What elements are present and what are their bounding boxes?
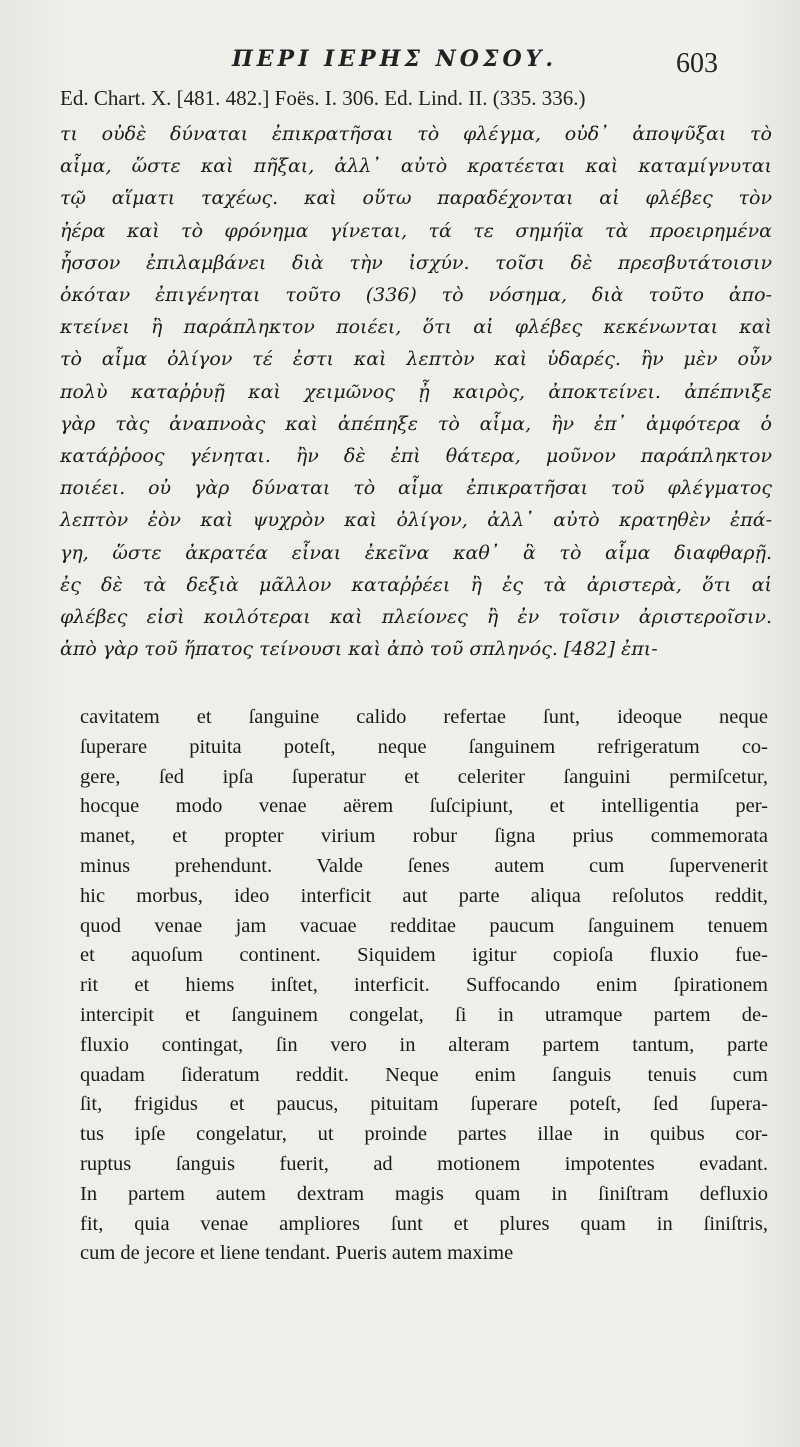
- greek-text-line: ἧσσον ἐπιλαμβάνει διὰ τὴν ἰσχύν. τοῖσι δὲ πρεσβυτάτοισιν: [60, 251, 772, 274]
- greek-text-line: ἠέρα καὶ τὸ φρόνημα γίνεται, τά τε σημήϊα τὰ προειρημένα: [60, 219, 772, 242]
- latin-text-line: ſit, frigidus et paucus, pituitam ſuperare poteſt, ſed ſupera-: [80, 1093, 768, 1116]
- latin-text-line: tus ipſe congelatur, ut proinde partes illae in quibus cor-: [80, 1123, 768, 1146]
- greek-text-line: τὸ αἷμα ὀλίγον τέ ἐστι καὶ λεπτὸν καὶ ὑδαρές. ἢν μὲν οὖν: [60, 348, 772, 371]
- latin-text-line: cum de jecore et liene tendant. Pueris autem maxime: [80, 1242, 514, 1265]
- greek-text-line: ποιέει. οὐ γὰρ δύναται τὸ αἷμα ἐπικρατῆσαι τοῦ φλέγματος: [60, 477, 772, 500]
- greek-text-line: φλέβες εἰσὶ κοιλότεραι καὶ πλείονες ἢ ἐν τοῖσιν ἀριστεροῖσιν.: [60, 606, 772, 629]
- latin-text-line: In partem autem dextram magis quam in ſiniſtram defluxio: [80, 1182, 768, 1205]
- latin-text-line: intercipit et ſanguinem congelat, ſi in utramque partem de-: [80, 1003, 768, 1026]
- greek-text-line: ὁκόταν ἐπιγένηται τοῦτο (336) τὸ νόσημα, διὰ τοῦτο ἀπο-: [60, 284, 772, 307]
- latin-text-line: cavitatem et ſanguine calido refertae ſunt, ideoque neque: [80, 706, 768, 728]
- latin-text-line: manet, et propter virium robur ſigna prius commemorata: [80, 825, 768, 848]
- latin-text-line: fit, quia venae ampliores ſunt et plures quam in ſiniſtris,: [80, 1212, 768, 1235]
- greek-text-line: γὰρ τὰς ἀναπνοὰς καὶ ἀπέπηξε τὸ αἷμα, ἢν ἐπ᾽ ἀμφότερα ὁ: [60, 412, 772, 435]
- latin-translation-block: [80, 703, 768, 1269]
- greek-text-block: [60, 118, 772, 665]
- greek-text-line: αἷμα, ὥστε καὶ πῆξαι, ἀλλ᾽ αὐτὸ κρατέεται καὶ καταμίγνυται: [60, 155, 772, 178]
- latin-text-line: quod venae jam vacuae redditae paucum ſanguinem tenuem: [80, 914, 768, 937]
- running-title: ΠΕΡΙ ΙΕΡΗΣ ΝΟΣΟΥ.: [232, 46, 558, 72]
- page-number: 603: [676, 48, 718, 79]
- latin-text-line: hocque modo venae aërem ſuſcipiunt, et intelligentia per-: [80, 795, 768, 818]
- latin-text-line: hic morbus, ideo interficit aut parte aliqua reſolutos reddit,: [80, 884, 768, 907]
- greek-text-line: γη, ὥστε ἀκρατέα εἶναι ἐκεῖνα καθ᾽ ἃ τὸ αἷμα διαφθαρῇ.: [60, 541, 772, 564]
- running-head: [0, 40, 800, 80]
- greek-text-line: ἐς δὲ τὰ δεξιὰ μᾶλλον καταῤῥέει ἢ ἐς τὰ ἀριστερὰ, ὅτι αἱ: [60, 573, 772, 596]
- latin-text-line: et aquoſum continent. Siquidem igitur copioſa fluxio fue-: [80, 944, 768, 967]
- latin-text-line: minus prehendunt. Valde ſenes autem cum ſupervenerit: [80, 854, 768, 877]
- greek-text-line: λεπτὸν ἐὸν καὶ ψυχρὸν καὶ ὀλίγον, ἀλλ᾽ αὐτὸ κρατηθὲν ἐπά-: [60, 509, 772, 532]
- latin-text-line: rit et hiems inſtet, interficit. Suffocando enim ſpirationem: [80, 974, 768, 997]
- latin-text-line: ſuperare pituita poteſt, neque ſanguinem refrigeratum co-: [80, 735, 768, 758]
- latin-text-line: quadam ſideratum reddit. Neque enim ſanguis tenuis cum: [80, 1063, 768, 1086]
- edition-reference-line: Ed. Chart. X. [481. 482.] Foës. I. 306. Ed. Lind. II. (335. 336.): [60, 86, 586, 110]
- greek-text-line: κτείνει ἢ παράπληκτον ποιέει, ὅτι αἱ φλέβες κεκένωνται καὶ: [60, 316, 772, 339]
- greek-text-line: ἀπὸ γὰρ τοῦ ἥπατος τείνουσι καὶ ἀπὸ τοῦ σπληνός. [482] ἐπι-: [60, 638, 658, 661]
- greek-text-line: τῷ αἵματι ταχέως. καὶ οὕτω παραδέχονται αἱ φλέβες τὸν: [60, 187, 772, 210]
- latin-text-line: fluxio contingat, ſin vero in alteram partem tantum, parte: [80, 1033, 768, 1056]
- latin-text-line: ruptus ſanguis fuerit, ad motionem impotentes evadant.: [80, 1152, 768, 1175]
- latin-text-line: gere, ſed ipſa ſuperatur et celeriter ſanguini permiſcetur,: [80, 765, 768, 788]
- greek-text-line: κατάῤῥοος γένηται. ἢν δὲ ἐπὶ θάτερα, μοῦνον παράπληκτον: [60, 445, 772, 468]
- greek-text-line: πολὺ καταῤῥυῇ καὶ χειμῶνος ᾖ καιρὸς, ἀποκτείνει. ἀπέπνιξε: [60, 380, 772, 403]
- greek-text-line: τι οὐδὲ δύναται ἐπικρατῆσαι τὸ φλέγμα, οὐδ᾽ ἀποψῦξαι τὸ: [60, 123, 772, 145]
